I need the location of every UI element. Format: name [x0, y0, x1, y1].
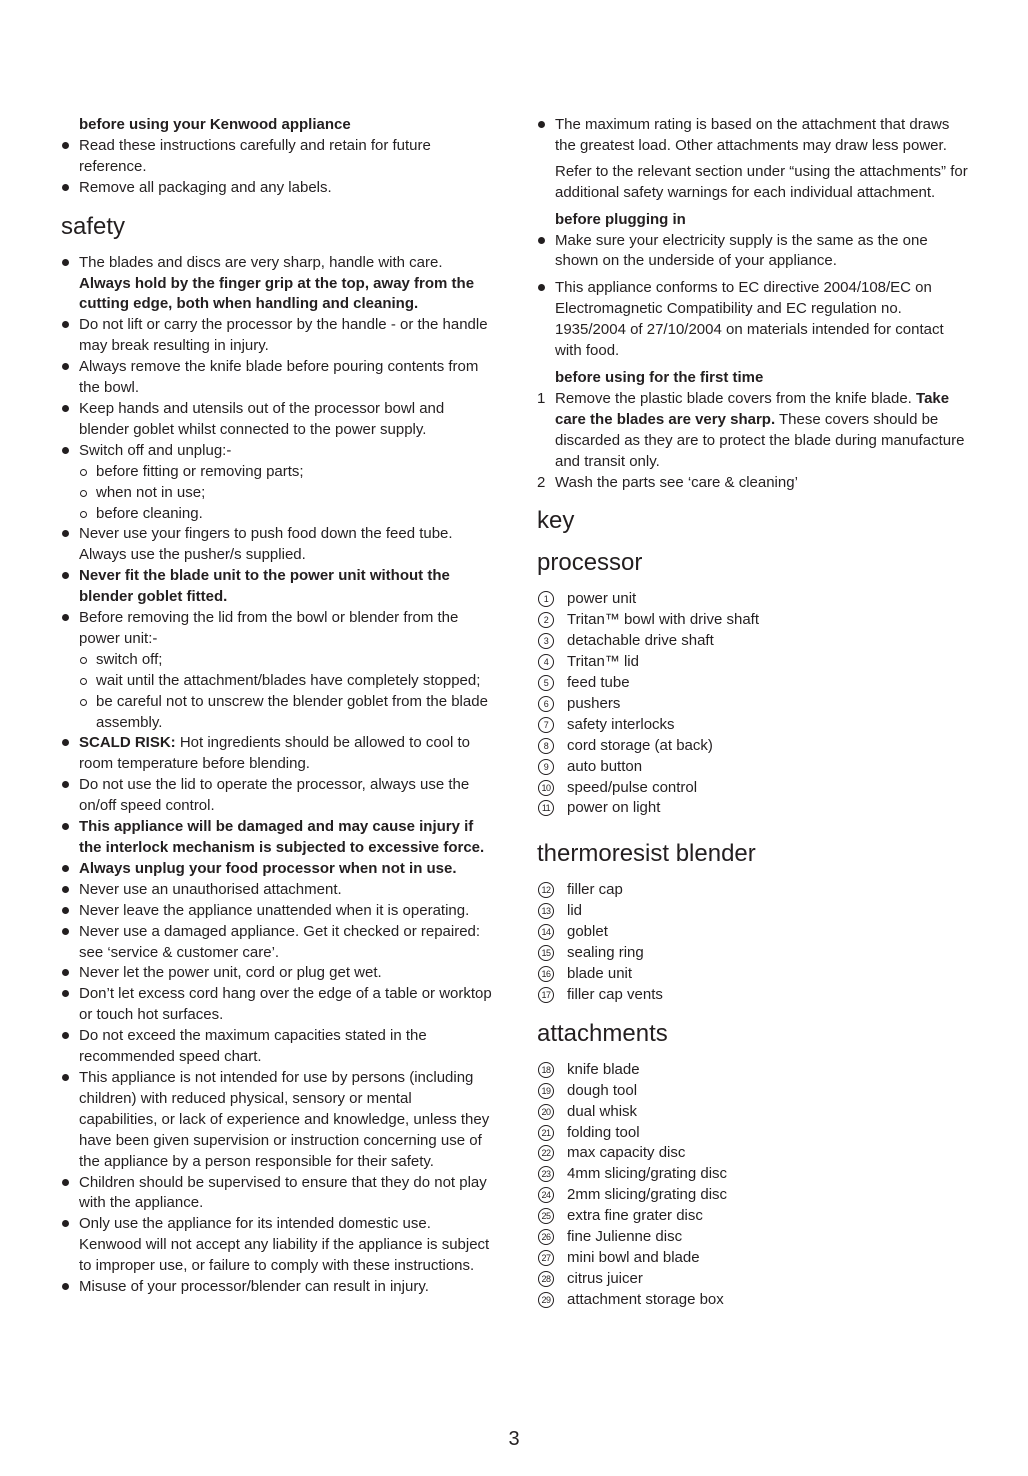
list-item: Always remove the knife blade before pouring contents from the bowl.	[61, 357, 493, 399]
key-label: max capacity disc	[567, 1144, 686, 1162]
key-item	[537, 985, 969, 1006]
key-label: lid	[567, 902, 583, 920]
list-item: This appliance conforms to EC directive 2004/108/EC on Electromagnetic Compatibility and EC regulation no. 1935/2004 of 27/10/2004 on materials intended for contact with food.	[537, 278, 969, 362]
sub-list-item: be careful not to unscrew the blender goblet from the blade assembly.	[61, 692, 493, 734]
key-number: 8	[538, 738, 554, 754]
key-label: power unit	[567, 590, 637, 608]
key-item	[537, 1248, 969, 1269]
key-number: 29	[538, 1292, 554, 1308]
key-number: 20	[538, 1104, 554, 1120]
key-item	[537, 631, 969, 652]
key-number: 14	[538, 924, 554, 940]
key-item	[537, 901, 969, 922]
key-item	[537, 1123, 969, 1144]
key-label: Tritan™ lid	[567, 653, 639, 671]
attachments-key-list	[537, 1060, 969, 1311]
key-label: fine Julienne disc	[567, 1228, 683, 1246]
key-number: 25	[538, 1208, 554, 1224]
list-item: Never use your fingers to push food down the feed tube. Always use the pusher/s supplied.	[61, 524, 493, 566]
key-label: dough tool	[567, 1081, 638, 1099]
key-item	[537, 1081, 969, 1102]
list-item	[61, 253, 493, 316]
processor-key-list	[537, 589, 969, 819]
key-number: 26	[538, 1229, 554, 1245]
sub-list-item: before cleaning.	[61, 504, 493, 525]
key-label: filler cap	[567, 881, 623, 899]
key-item	[537, 715, 969, 736]
key-number: 19	[538, 1083, 554, 1099]
key-label: citrus juicer	[567, 1269, 643, 1287]
key-label: auto button	[567, 757, 643, 775]
step-number: 1	[537, 389, 546, 407]
list-item: Never fit the blade unit to the power unit without the blender goblet fitted.	[61, 566, 493, 608]
key-number: 4	[538, 654, 554, 670]
key-label: cord storage (at back)	[567, 736, 713, 754]
key-number: 27	[538, 1250, 554, 1266]
key-number: 6	[538, 696, 554, 712]
key-number: 9	[538, 759, 554, 775]
key-label: Tritan™ bowl with drive shaft	[567, 611, 760, 629]
key-label: detachable drive shaft	[567, 632, 714, 650]
step-text: Wash the parts see ‘care & cleaning’	[555, 473, 798, 491]
safety-text: Hot ingredients should be allowed to cool to room temperature before blending.	[79, 734, 471, 773]
key-item	[537, 673, 969, 694]
key-label: blade unit	[567, 965, 633, 982]
key-item	[537, 1102, 969, 1123]
key-label: dual whisk	[567, 1102, 638, 1120]
key-number: 1	[538, 591, 554, 607]
list-item: Read these instructions carefully and retain for future reference.	[61, 136, 493, 178]
key-number: 22	[538, 1145, 554, 1161]
safety-heading: safety	[61, 212, 126, 240]
key-number: 11	[538, 800, 554, 816]
sub-list-item: switch off;	[61, 650, 493, 671]
list-item: Misuse of your processor/blender can result in injury.	[61, 1277, 493, 1298]
rating-note: Refer to the relevant section under “using the attachments” for additional safety warnings for each individual attachment.	[555, 162, 968, 201]
key-item	[537, 943, 969, 964]
step-text: Remove the plastic blade covers from the knife blade.	[555, 389, 917, 407]
key-item	[537, 589, 969, 610]
list-item: Only use the appliance for its intended domestic use. Kenwood will not accept any liability if the appliance is subject to improper use, or failure to comply with these instructions.	[61, 1214, 493, 1277]
key-item	[537, 652, 969, 673]
list-item: Don’t let excess cord hang over the edge of a table or worktop or touch hot surfaces.	[61, 984, 493, 1026]
first-time-steps	[537, 389, 969, 494]
list-item: Switch off and unplug:-	[61, 441, 493, 462]
intro-list	[61, 136, 493, 199]
safety-warning: Always hold by the finger grip at the top, away from the cutting edge, both when handling and cleaning.	[79, 274, 475, 313]
key-item	[537, 1206, 969, 1227]
list-item: Never let the power unit, cord or plug get wet.	[61, 963, 493, 984]
list-item: Do not lift or carry the processor by the handle - or the handle may break resulting in injury.	[61, 315, 493, 357]
attachments-heading: attachments	[537, 1019, 668, 1047]
key-item	[537, 694, 969, 715]
key-number: 16	[538, 966, 554, 982]
key-item	[537, 1164, 969, 1185]
blender-heading: thermoresist blender	[537, 840, 756, 868]
key-label: extra fine grater disc	[567, 1207, 703, 1225]
key-label: power on light	[567, 799, 661, 817]
key-number: 15	[538, 945, 554, 961]
key-heading: key	[537, 507, 575, 535]
key-item	[537, 798, 969, 819]
list-item: Never use a damaged appliance. Get it checked or repaired: see ‘service & customer care’.	[61, 922, 493, 964]
key-label: safety interlocks	[567, 715, 675, 733]
list-item: The maximum rating is based on the attachment that draws the greatest load. Other attachments may draw less power.	[537, 115, 969, 157]
key-label: attachment storage box	[567, 1290, 724, 1308]
list-item: Do not use the lid to operate the processor, always use the on/off speed control.	[61, 775, 493, 817]
key-item	[537, 1269, 969, 1290]
list-item: Children should be supervised to ensure that they do not play with the appliance.	[61, 1173, 493, 1215]
key-number: 10	[538, 780, 554, 796]
key-number: 17	[538, 987, 554, 1003]
plugging-heading: before plugging in	[555, 210, 686, 228]
list-item: Never leave the appliance unattended when it is operating.	[61, 901, 493, 922]
list-item: Do not exceed the maximum capacities stated in the recommended speed chart.	[61, 1026, 493, 1068]
key-number: 21	[538, 1125, 554, 1141]
sub-list-item: wait until the attachment/blades have completely stopped;	[61, 671, 493, 692]
list-item: Remove all packaging and any labels.	[61, 178, 493, 199]
right-column	[537, 115, 969, 1311]
step-item	[537, 389, 969, 473]
key-item	[537, 964, 969, 985]
step-item	[537, 473, 969, 494]
key-label: goblet	[567, 923, 608, 941]
intro-heading: before using your Kenwood appliance	[79, 116, 351, 133]
list-item: Always unplug your food processor when not in use.	[61, 859, 493, 880]
safety-text: The blades and discs are very sharp, handle with care.	[79, 253, 443, 271]
key-label: folding tool	[567, 1123, 640, 1141]
key-label: feed tube	[567, 674, 630, 692]
key-item	[537, 1227, 969, 1248]
list-item: Never use an unauthorised attachment.	[61, 880, 493, 901]
key-label: speed/pulse control	[567, 778, 698, 796]
key-label: 2mm slicing/grating disc	[567, 1186, 728, 1204]
step-warning: Take care the blades are very sharp.	[555, 389, 950, 428]
list-item: Make sure your electricity supply is the same as the one shown on the underside of your appliance.	[537, 231, 969, 273]
key-number: 13	[538, 903, 554, 919]
key-label: sealing ring	[567, 944, 644, 962]
list-item: This appliance is not intended for use by persons (including children) with reduced physical, sensory or mental capabilities, or lack of experience and knowledge, unless they have been given supervision or instruction concerning use of the appliance by a person responsible for their safety.	[61, 1068, 493, 1173]
processor-heading: processor	[537, 549, 643, 577]
step-number: 2	[537, 473, 546, 491]
first-time-heading: before using for the first time	[555, 368, 764, 386]
blender-key-list	[537, 880, 969, 1005]
sub-list-item: when not in use;	[61, 483, 493, 504]
step-text: These covers should be discarded as they are to protect the blade during manufacture and transit only.	[555, 410, 965, 470]
key-number: 28	[538, 1271, 554, 1287]
list-item: This appliance will be damaged and may cause injury if the interlock mechanism is subjected to excessive force.	[61, 817, 493, 859]
key-item	[537, 757, 969, 778]
safety-list	[61, 253, 493, 1298]
key-number: 7	[538, 717, 554, 733]
left-column	[61, 115, 493, 1298]
key-number: 5	[538, 675, 554, 691]
key-item	[537, 880, 969, 901]
key-number: 12	[538, 882, 554, 898]
key-label: mini bowl and blade	[567, 1248, 700, 1266]
key-number: 18	[538, 1062, 554, 1078]
key-number: 3	[538, 633, 554, 649]
key-item	[537, 1143, 969, 1164]
key-item	[537, 1060, 969, 1081]
key-item	[537, 610, 969, 631]
key-item	[537, 1185, 969, 1206]
plugging-list	[537, 231, 969, 362]
list-item: Before removing the lid from the bowl or blender from the power unit:-	[61, 608, 493, 650]
key-label: knife blade	[567, 1060, 640, 1078]
page-number: 3	[508, 1428, 520, 1450]
key-item	[537, 736, 969, 757]
key-label: filler cap vents	[567, 985, 663, 1003]
key-number: 2	[538, 612, 554, 628]
list-item	[61, 733, 493, 775]
list-item: Keep hands and utensils out of the processor bowl and blender goblet whilst connected to the power supply.	[61, 399, 493, 441]
key-label: 4mm slicing/grating disc	[567, 1165, 728, 1183]
key-item	[537, 922, 969, 943]
key-item	[537, 778, 969, 799]
rating-list	[537, 115, 969, 157]
scald-risk-label: SCALD RISK:	[79, 734, 176, 752]
sub-list-item: before fitting or removing parts;	[61, 462, 493, 483]
key-number: 23	[538, 1166, 554, 1182]
key-number: 24	[538, 1187, 554, 1203]
key-label: pushers	[567, 694, 621, 712]
key-item	[537, 1290, 969, 1311]
